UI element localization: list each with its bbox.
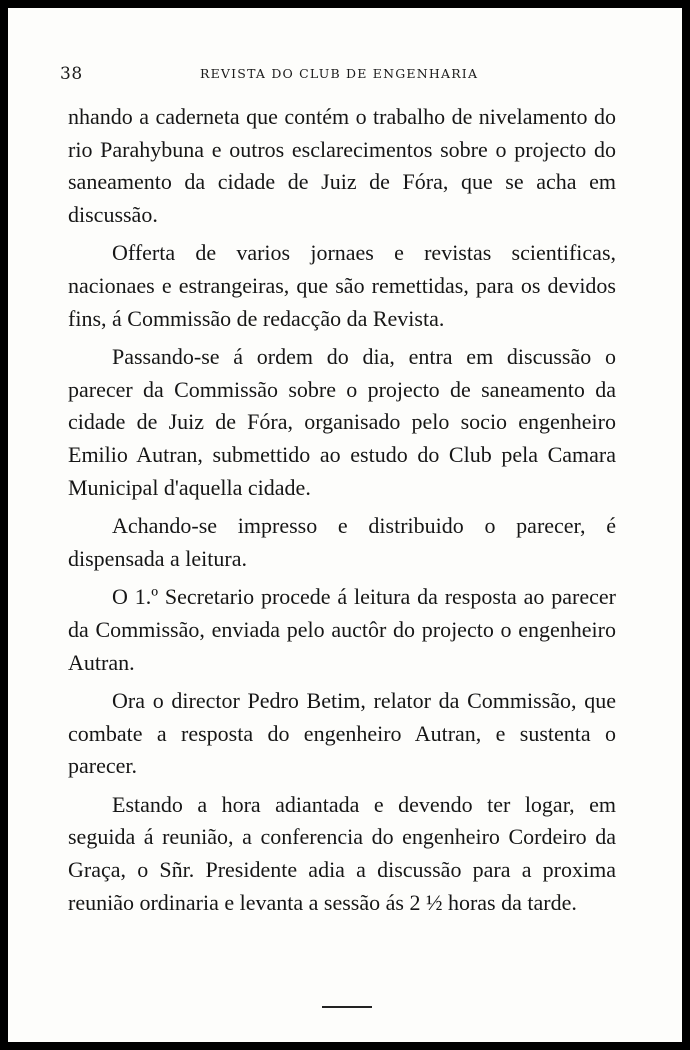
paragraph-continuation: nhando a caderneta que contém o trabalho de nivelamento do rio Parahybuna e outros esclarecimentos sobre o projecto do saneamento da cidade de Juiz de Fóra, que se acha em discussão. [68, 104, 616, 227]
running-title: REVISTA DO CLUB DE ENGENHARIA [200, 66, 479, 81]
paragraph-director-betim: Ora o director Pedro Betim, relator da Commissão, que combate a resposta do engenheiro Autran, e sustenta o parecer. [68, 688, 616, 779]
paragraph-ordem-do-dia: Passando-se á ordem do dia, entra em discussão o parecer da Commissão sobre o projecto de saneamento da cidade de Juiz de Fóra, organisado pelo socio engenheiro Emilio Autran, submettido ao estudo do Club pela Camara Municipal d'aquella cidade. [68, 344, 616, 500]
document-page [8, 8, 682, 1042]
page-header [60, 64, 630, 88]
paragraph-encerramento: Estando a hora adiantada e devendo ter logar, em seguida á reunião, a conferencia do engenheiro Cordeiro da Graça, o Sñr. Presidente adia a discussão para a proxima reunião ordinaria e levanta a sessão ás 2 ½ horas da tarde. [68, 791, 616, 915]
closing-rule [322, 1006, 372, 1008]
paragraph-parecer-impresso: Achando-se impresso e distribuido o parecer, é dispensada a leitura. [68, 513, 616, 571]
page-number: 38 [60, 64, 83, 84]
body-text [68, 101, 616, 925]
paragraph-secretario: O 1.º Secretario procede á leitura da resposta ao parecer da Commissão, enviada pelo auctôr do projecto o engenheiro Autran. [68, 584, 616, 675]
paragraph-offerta: Offerta de varios jornaes e revistas scientificas, nacionaes e estrangeiras, que são remettidas, para os devidos fins, á Commissão de redacção da Revista. [68, 240, 616, 331]
